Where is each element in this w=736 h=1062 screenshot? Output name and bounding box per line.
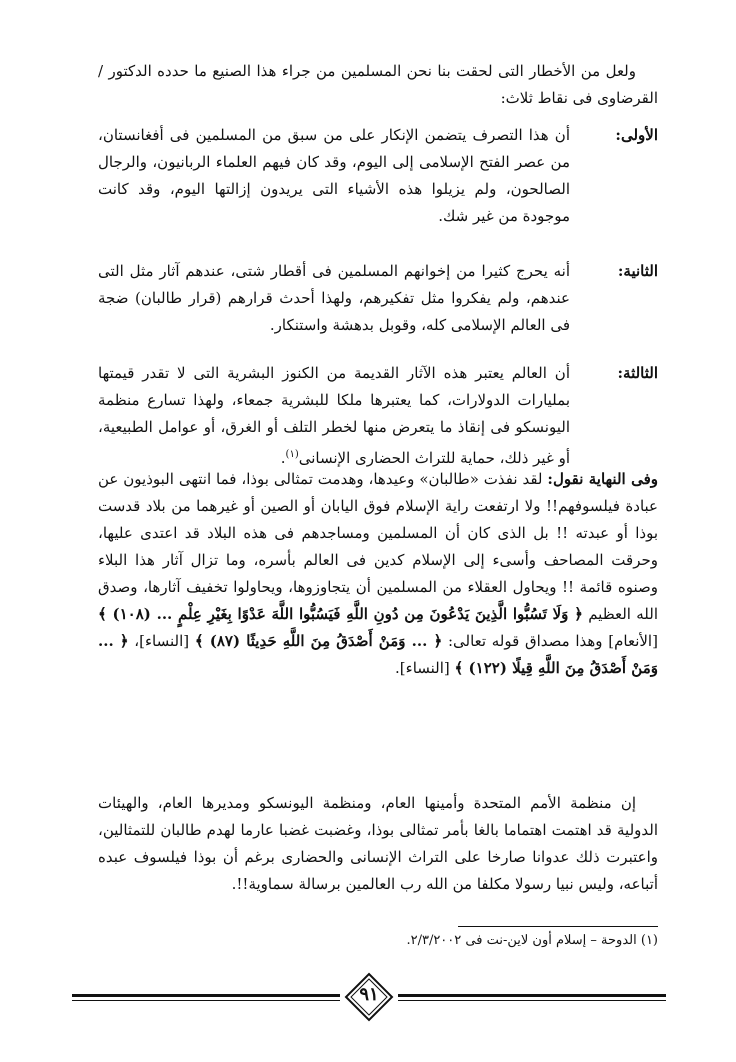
quran-verse-1: ﴿ وَلَا تَسُبُّوا الَّذِينَ يَدْعُونَ مِن دُونِ اللَّهِ فَيَسُبُّوا اللَّهَ عَدْوًا بِغَيْرِ عِلْمٍ ... (١٠٨) ﴾ xyxy=(98,605,583,623)
point-text: أنه يحرج كثيرا من إخوانهم المسلمين فى أقطار شتى، عندهم آثار مثل التى عندهم، ولم يفكروا مثل تفكيرهم، ولهذا أحدث قرارهم (قرار طالبان) ضجة فى العالم الإسلامى كله، وقوبل بدهشة واستنكار. xyxy=(98,262,570,334)
footnote: (١) الدوحة – إسلام أون لاين-نت فى ٢/٣/٢٠٠٢. xyxy=(406,933,658,948)
point-text: أن هذا التصرف يتضمن الإنكار على من سبق من المسلمين فى أفغانستان، من عصر الفتح الإسلامى إلى اليوم، وقد كان فيهم العلماء الربانيون، والرجال الصالحون، ولم يزيلوا هذه الأشياء التى يريدون إزالتها اليوم، وقد كانت موجودة من غير شك. xyxy=(98,126,570,225)
point-label: الثانية: xyxy=(617,262,658,280)
point-text: أن العالم يعتبر هذه الآثار القديمة من الكنوز البشرية التى لا تقدر قيمتها بمليارات الدولارات، كما يعتبرها ملكا للبشرية جمعاء، ولهذا تسارع منظمة اليونسكو فى إنقاذ ما يتعرض منها لخطر التلف أو الغرق، أو عوامل الطبيعية، أو غير ذلك، حماية للتراث الحضارى الإنسانى xyxy=(98,364,570,467)
ending-paragraph xyxy=(98,466,658,682)
intro-paragraph: ولعل من الأخطار التى لحقت بنا نحن المسلمين من جراء هذا الصنيع ما حدده الدكتور / القرضاوى فى نقاط ثلاث: xyxy=(98,62,658,107)
footnote-reference: (١) xyxy=(285,449,299,460)
point-label: الأولى: xyxy=(615,126,658,144)
footer-rule-left xyxy=(72,994,340,997)
point-text-wrap xyxy=(98,360,570,472)
un-paragraph: إن منظمة الأمم المتحدة وأمينها العام، ومنظمة اليونسكو ومديرها العام، والهيئات الدولية قد اهتمت اهتماما بالغا بأمر تمثالى بوذا، وغضبت غضبا عارما لهدم طالبان للتمثالين، واعتبرت ذلك عدوانا صارخا على التراث الإنسانى والحضارى برغم أن بوذا فيلسوف عبده أتباعه، وليس نبيا رسولا مكلفا من الله رب العالمين برسالة سماوية!!. xyxy=(98,794,658,893)
point-end: . xyxy=(280,449,286,467)
footer-rule-left-thin xyxy=(72,1000,340,1001)
point-first xyxy=(98,122,658,230)
footer-rule-right-thin xyxy=(398,1000,666,1001)
footnote-separator xyxy=(458,926,658,927)
point-third xyxy=(98,360,658,472)
page-number: ٩١ xyxy=(359,984,379,1005)
ending-text-1: لقد نفذت «طالبان» وعيدها، وهدمت تمثالى بوذا، فما انتهى البوذيون عن عبادة فيلسوفهم!! ولا ارتفعت راية الإسلام فوق اليابان أو الصين أو غيرهما من بلاد قدست بوذا أو عبدته !! بل الذى كان أن المسلمين ومساجدهم فى هذه البلاد قد اعتدى عليها، وحرقت المصاحف وأسىء إلى الإسلام كدين فى العالم بأسره، وما تزال آثار هذا البلاء وصنوه قائمة !! ويحاول العقلاء من المسلمين أن يتجاوزوها، ويحاولوا تخفيف آثارها، وصدق الله العظيم xyxy=(98,470,658,623)
surah-reference-3: [النساء]. xyxy=(395,659,450,677)
ending-text-2: وهذا مصداق قوله تعالى: xyxy=(447,632,603,650)
point-second xyxy=(98,258,658,339)
footer-rule-right xyxy=(398,994,666,997)
quran-verse-3: ﴿ ... وَمَنْ أَصْدَقُ مِنَ اللَّهِ قِيلًا (١٢٢) ﴾ xyxy=(98,632,658,677)
ending-lead: وفى النهاية نقول: xyxy=(547,470,658,488)
surah-reference-1: [الأنعام] xyxy=(608,632,658,650)
surah-reference-2: [النساء]، xyxy=(134,632,190,650)
quran-verse-2: ﴿ ... وَمَنْ أَصْدَقُ مِنَ اللَّهِ حَدِيثًا (٨٧) ﴾ xyxy=(194,632,443,650)
point-label: الثالثة: xyxy=(617,364,658,382)
